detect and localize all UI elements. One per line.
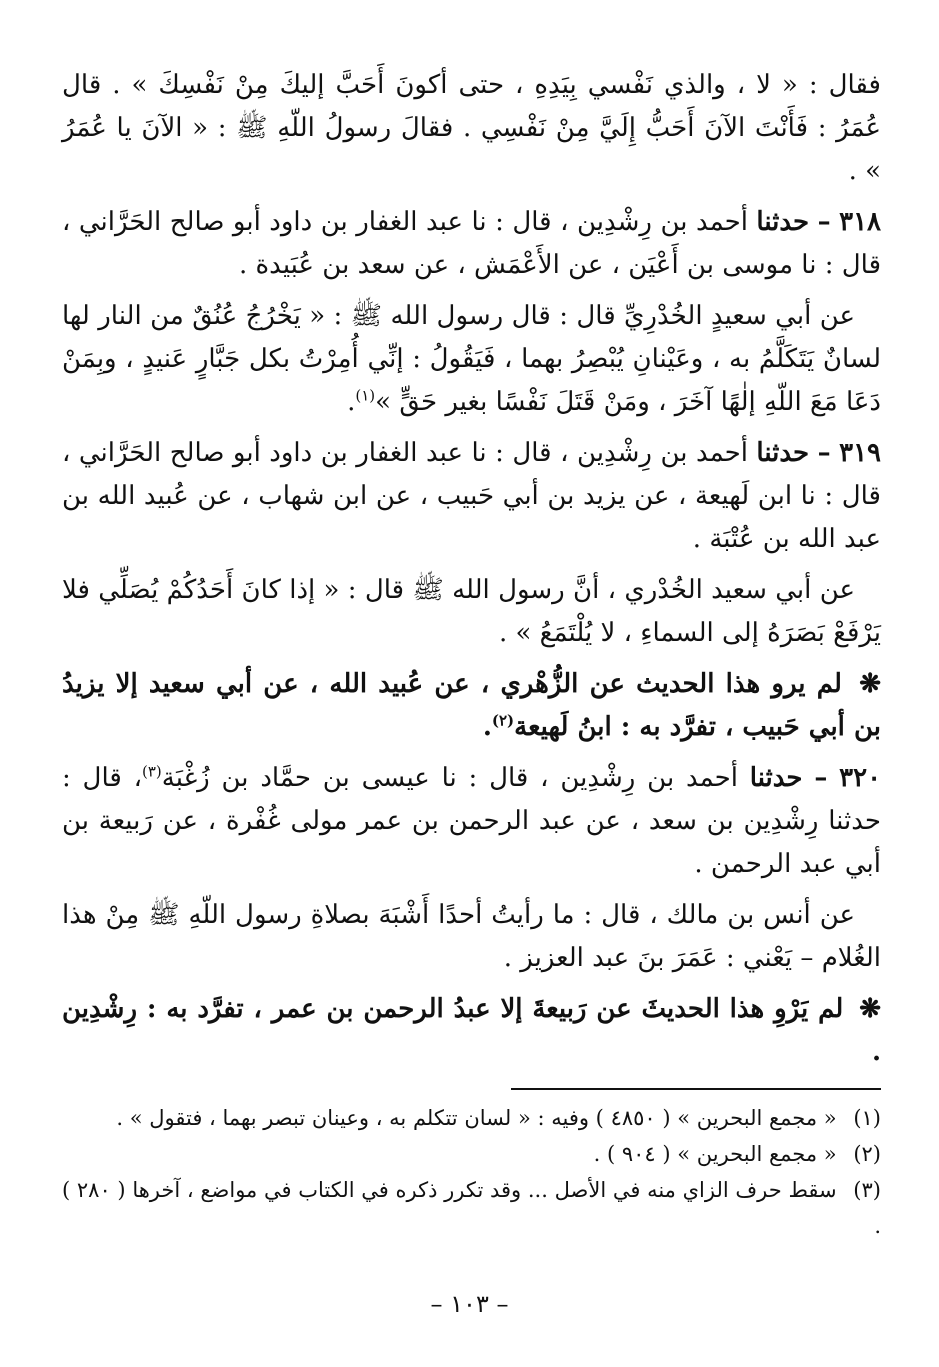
sanad-text: أحمد بن رِشْدِين ، قال : نا عبد الغفار بن داود أبو صالح الحَرَّاني ، قال : نا موسى بن أَعْيَن ، عن الأَعْمَش ، عن سعد بن عُبَيدة .	[62, 207, 881, 280]
sanad-text: أحمد بن رِشْدِين ، قال : نا عيسى بن حمَّاد بن زُغْبَة	[161, 763, 738, 793]
hadith-number: ٣٢٠	[839, 763, 882, 793]
footnote-ref-1: (١)	[355, 386, 376, 405]
hadith-318-sanad	[62, 201, 881, 287]
sanad-head: حدثنا	[756, 207, 810, 237]
hadith-dash: –	[814, 763, 828, 793]
commentary-319	[62, 663, 881, 749]
sanad-head: حدثنا	[749, 763, 803, 793]
hadith-320-sanad	[62, 757, 881, 886]
hadith-319-matn	[62, 569, 881, 655]
paragraph-1-text: فقال : « لا ، والذي نَفْسي بِيَدِهِ ، حتى أكونَ أَحَبَّ إليكَ مِنْ نَفْسِكَ » . قال عُمَرُ : فَأَنْتَ الآنَ أَحَبُّ إِلَيَّ مِنْ نَفْسِي . فقالَ رسولُ اللّهِ ﷺ : « الآنَ يا عُمَرُ » .	[62, 70, 881, 186]
footnote-number: (١)	[853, 1106, 881, 1130]
footnote-divider	[511, 1088, 881, 1090]
footnote-number: (٣)	[853, 1178, 881, 1202]
star-icon: ❋	[859, 994, 881, 1024]
commentary-end: .	[482, 712, 492, 742]
star-icon: ❋	[859, 669, 881, 699]
matn-text: عن أبي سعيدٍ الخُدْرِيِّ قال : قال رسول الله ﷺ : « يَخْرُجُ عُنُقٌ من النار لها لسانٌ يَتَكَلَّمُ به ، وعَيْنانِ يُبْصِرُ بهما ، فَيَقُولُ : إنِّي أُمِرْتُ بكل جَبَّارٍ عَنيدٍ ، وبِمَنْ دَعَا مَعَ اللّهِ إلٰهًا آخَرَ ، ومَنْ قَتَلَ نَفْسًا بغير حَقٍّ »	[62, 301, 881, 417]
sanad-text: أحمد بن رِشْدِين ، قال : نا عبد الغفار بن داود أبو صالح الحَرَّاني ، قال : نا ابن لَهيعة ، عن يزيد بن أبي حَبيب ، عن ابن شهاب ، عن عُبيد الله بن عبد الله بن عُتْبَة .	[62, 438, 881, 554]
paragraph-1	[62, 64, 881, 193]
commentary-text: لم يَرْوِ هذا الحديثَ عن رَبيعةَ إلا عبدُ الرحمن بن عمر ، تفرَّد به : رِشْدِين .	[62, 994, 881, 1067]
footnote-text: سقط حرف الزاي منه في الأصل ... وقد تكرر ذكره في الكتاب في مواضع ، آخرها ( ٢٨٠ ) .	[62, 1178, 881, 1238]
footnote-text: « مجمع البحرين » ( ٤٨٥٠ ) وفيه : « لسان تتكلم به ، وعينان تبصر بهما ، فتقول » .	[116, 1106, 837, 1130]
sanad-text-continued: ، قال : حدثنا رِشْدِين بن سعد ، عن عبد الرحمن بن عمر مولى غُفْرة ، عن رَبيعة بن أبي عبد الرحمن .	[62, 763, 881, 879]
page-number: – ١٠٣ –	[430, 1290, 509, 1318]
footnotes	[62, 1100, 881, 1244]
footnote-1	[62, 1100, 881, 1136]
hadith-dash: –	[817, 438, 831, 468]
matn-text: عن أنس بن مالك ، قال : ما رأيتُ أحدًا أَشْبَهَ بصلاةِ رسول اللّهِ ﷺ مِنْ هذا الغُلام – يَعْني : عَمَرَ بنَ عبد العزيز .	[62, 900, 881, 973]
footnote-3	[62, 1172, 881, 1244]
hadith-number: ٣١٩	[839, 438, 882, 468]
commentary-320	[62, 988, 881, 1074]
footnote-ref-3: (٣)	[142, 762, 162, 781]
footnote-ref-2: (٢)	[491, 711, 515, 730]
hadith-320-matn	[62, 894, 881, 980]
footnote-rule-wrap	[62, 1082, 881, 1100]
footnote-number: (٢)	[853, 1142, 881, 1166]
footnote-text: « مجمع البحرين » ( ٩٠٤ ) .	[593, 1142, 837, 1166]
hadith-319-sanad	[62, 432, 881, 561]
sanad-head: حدثنا	[756, 438, 810, 468]
matn-text: عن أبي سعيد الخُدْري ، أنَّ رسول الله ﷺ قال : « إذا كانَ أَحَدُكُمْ يُصَلِّي فلا يَرْفَعْ بَصَرَهُ إلى السماءِ ، لا يُلْتَمَعُ » .	[62, 575, 881, 648]
hadith-dash: –	[817, 207, 831, 237]
hadith-number: ٣١٨	[839, 207, 882, 237]
matn-end: .	[347, 387, 356, 417]
hadith-318-matn	[62, 295, 881, 424]
footnote-2	[62, 1136, 881, 1172]
commentary-text: لم يرو هذا الحديث عن الزُّهْري ، عن عُبيد الله ، عن أبي سعيد إلا يزيدُ بن أبي حَبيب ، تفرَّد به : ابنُ لَهيعة	[62, 669, 881, 742]
